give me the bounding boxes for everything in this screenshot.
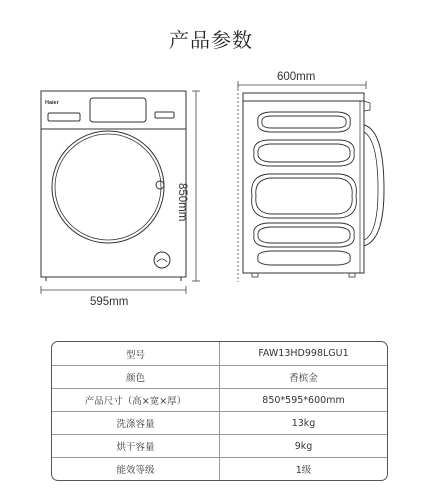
door-profile-inner — [364, 132, 378, 240]
spec-key: 产品尺寸（高×宽×厚） — [52, 389, 220, 411]
spec-value: 香槟金 — [289, 373, 318, 384]
spec-key: 型号 — [52, 342, 220, 365]
brand-logo: Haier — [45, 100, 59, 106]
detergent-drawer — [48, 113, 80, 121]
spec-value: 13kg — [291, 417, 316, 429]
door-inner-ring — [55, 134, 161, 240]
control-display — [90, 98, 146, 122]
height-dimension — [192, 91, 200, 281]
spec-table — [51, 341, 388, 481]
spec-value: 9kg — [294, 440, 313, 452]
side-control-bump — [364, 101, 370, 111]
door-handle — [156, 181, 164, 189]
spec-value: 850*595*600mm — [262, 394, 345, 406]
spec-value: 1级 — [295, 465, 312, 476]
side-view — [243, 93, 384, 277]
spec-key: 能效等级 — [52, 458, 220, 480]
front-view — [41, 91, 186, 281]
spec-row-energy-grade — [52, 457, 387, 480]
program-knob — [155, 112, 174, 118]
side-foot-back — [252, 273, 258, 277]
filter-cover — [154, 252, 170, 268]
spec-key: 颜色 — [52, 366, 220, 388]
side-width-label: 600mm — [277, 71, 316, 83]
spec-key: 洗涤容量 — [52, 412, 220, 434]
filter-cover-mark — [157, 259, 167, 262]
spec-row-size — [52, 388, 387, 411]
spec-row-model — [52, 342, 387, 365]
front-width-label: 595mm — [90, 296, 129, 308]
side-ribs — [252, 112, 357, 265]
spec-row-wash-capacity — [52, 411, 387, 434]
spec-row-color — [52, 365, 387, 388]
height-label: 850mm — [176, 183, 188, 222]
page-title: 产品参数 — [169, 28, 253, 52]
spec-key: 烘干容量 — [52, 435, 220, 457]
front-width-dimension — [41, 286, 186, 294]
spec-row-dry-capacity — [52, 434, 387, 457]
spec-value: FAW13HD998LGU1 — [258, 348, 349, 359]
side-foot-front — [349, 273, 355, 277]
door-outer-ring — [52, 131, 164, 243]
door-profile-outer — [364, 125, 384, 246]
